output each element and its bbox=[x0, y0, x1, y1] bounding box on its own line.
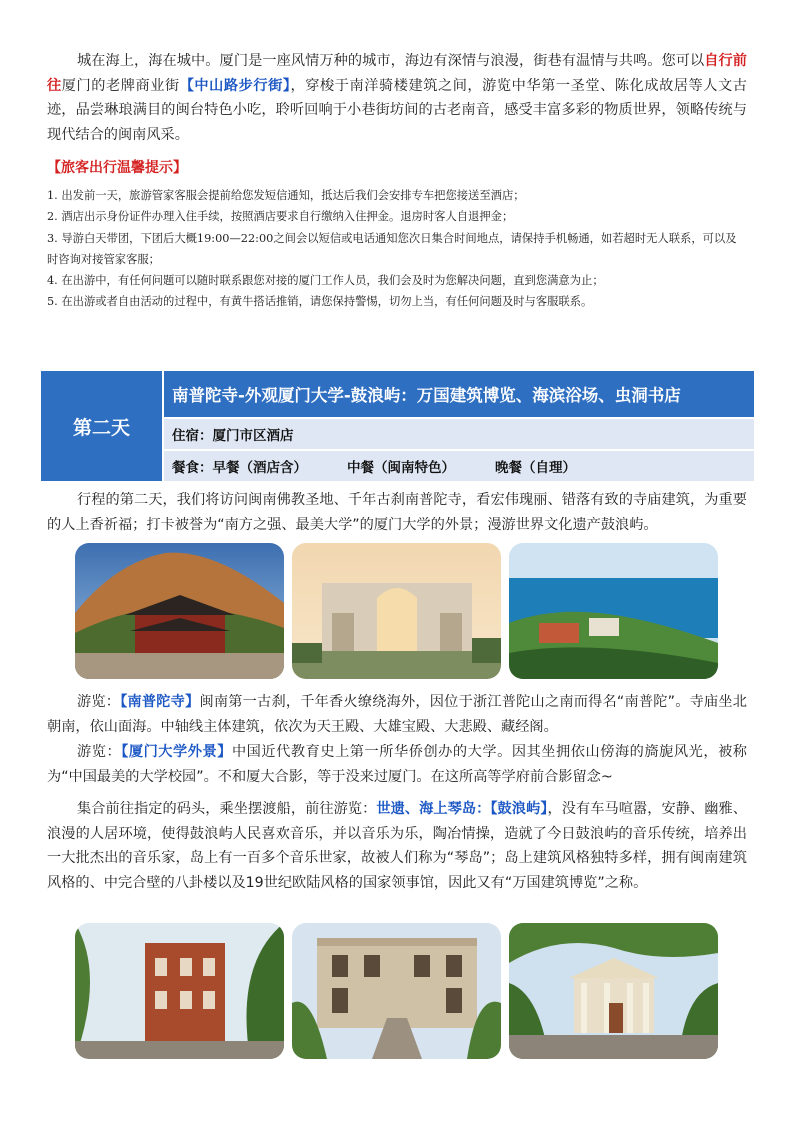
tip-item: 4. 在出游中，有任何问题可以随时联系跟您对接的厦门工作人员，我们会及时为您解决问题，直到您满意为止； bbox=[47, 274, 604, 288]
tip-item: 5. 在出游或者自由活动的过程中，有黄牛搭话推销，请您保持警惕，切勿上当，有任何问题及时与客服联系。 bbox=[47, 295, 593, 309]
meal-lunch: 中餐（闽南特色） bbox=[347, 460, 455, 476]
highlight-nanputuo: 【南普陀寺】 bbox=[120, 694, 200, 710]
consulate-photo bbox=[509, 923, 718, 1059]
tip-item: 3. 导游白天带团，下团后大概19:00—22:00之间会以短信或电话通知您次日集合时间地点，请保持手机畅通，如若超时无人联系，可以及时咨询对接管家客服； bbox=[47, 231, 737, 266]
university-gate-photo bbox=[292, 543, 501, 679]
lodging-row: 住宿：厦门市区酒店 bbox=[164, 419, 754, 449]
nanputuo-paragraph: 游览：【南普陀寺】闽南第一古刹，千年香火缭绕海外，因位于浙江普陀山之南而得名“南普陀”。寺庙坐北朝南，依山面海。中轴线主体建筑，依次为天王殿、大雄宝殿、大悲殿、藏经阁。 bbox=[47, 694, 747, 735]
meal-breakfast: 餐食：早餐（酒店含） bbox=[172, 460, 307, 476]
day-intro-paragraph: 行程的第二天，我们将访问闽南佛教圣地、千年古刹南普陀寺，看宏伟瑰丽、错落有致的寺庙建筑，为重要的人上香祈福；打卡被誉为“南方之强、最美大学”的厦门大学的外景；漫游世界文化遗产鼓浪屿。 bbox=[47, 492, 747, 533]
red-brick-building-photo bbox=[75, 923, 284, 1059]
highlight-gulangyu: 世遗、海上琴岛：【鼓浪屿】 bbox=[376, 801, 548, 817]
island-sea-photo bbox=[509, 543, 718, 679]
tips-title: 【旅客出行温馨提示】 bbox=[47, 160, 187, 176]
highlight-xiamen-university: 【厦门大学外景】 bbox=[121, 744, 232, 760]
colonial-villa-photo bbox=[292, 923, 501, 1059]
highlight-self-travel: 自行前往 bbox=[47, 53, 747, 94]
gulangyu-paragraph: 集合前往指定的码头，乘坐摆渡船，前往游览：世遗、海上琴岛：【鼓浪屿】，没有车马喧嚣，安静、幽雅、浪漫的人居环境，使得鼓浪屿人民喜欢音乐，并以音乐为乐，陶冶情操，造就了今日鼓浪屿的音乐传统，培养出一大批杰出的音乐家，岛上有一百多个音乐世家，故被人们称为“琴岛”；岛上建筑风格独特多样，拥有闽南建筑风格的、中完合壁的八卦楼以及19世纪欧陆风格的国家领事馆，因此又有“万国建筑博览”之称。 bbox=[47, 801, 747, 891]
xiamen-university-paragraph: 游览：【厦门大学外景】中国近代教育史上第一所华侨创办的大学。因其坐拥依山傍海的旖旎风光，被称为“中国最美的大学校园”。不和厦大合影，等于没来过厦门。在这所高等学府前合影留念~ bbox=[47, 744, 747, 785]
tips-list bbox=[47, 185, 747, 313]
tip-item: 1. 出发前一天，旅游管家客服会提前给您发短信通知，抵达后我们会安排专车把您接送至酒店； bbox=[47, 189, 525, 202]
day-title: 南普陀寺-外观厦门大学-鼓浪屿：万国建筑博览、海滨浴场、虫洞书店 bbox=[164, 371, 754, 417]
meal-dinner: 晚餐（自理） bbox=[495, 460, 576, 476]
highlight-zhongshan-road: 【中山路步行街】 bbox=[179, 77, 291, 94]
day-label: 第二天 bbox=[41, 371, 162, 481]
temple-photo bbox=[75, 543, 284, 679]
tip-item: 2. 酒店出示身份证件办理入住手续，按照酒店要求自行缴纳入住押金。退房时客人自退押金； bbox=[47, 210, 514, 224]
day-header bbox=[41, 371, 754, 481]
meals-row bbox=[164, 451, 754, 481]
intro-paragraph: 城在海上，海在城中。厦门是一座风情万种的城市，海边有深情与浪漫，街巷有温情与共鸣。您可以自行前往厦门的老牌商业街【中山路步行街】，穿梭于南洋骑楼建筑之间，游览中华第一圣堂、陈化成故居等人文古迹，品尝琳琅满目的闽台特色小吃，聆听回响于小巷街坊间的古老南音，感受丰富多彩的物质世界，领略传统与现代结合的闽南风采。 bbox=[47, 53, 747, 143]
